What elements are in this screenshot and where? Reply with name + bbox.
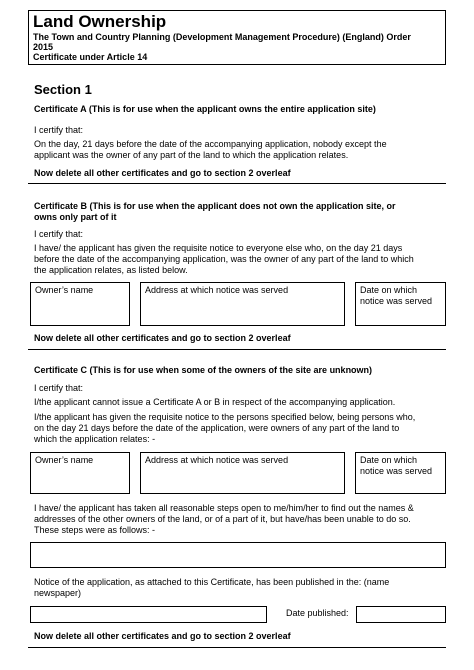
cert-c-notice-line2: newspaper)	[34, 588, 82, 598]
cert-b-body-line2: before the date of the accompanying application, was the owner of any part of the land to which	[34, 254, 414, 264]
cert-c-newspaper-field[interactable]	[30, 606, 267, 623]
page-title: Land Ownership	[33, 12, 167, 31]
cert-b-heading-line1: Certificate B (This is for use when the applicant does not own the application site, or	[34, 201, 396, 211]
field-label: Address at which notice was served	[145, 455, 289, 465]
certificate-article: Certificate under Article 14	[33, 52, 148, 62]
cert-b-body-line3: the application relates, as listed below.	[34, 265, 188, 275]
divider	[28, 647, 446, 648]
cert-c-heading: Certificate C (This is for use when some of the owners of the site are unknown)	[34, 365, 373, 375]
field-label-line1: Date on which	[360, 285, 418, 295]
cert-b-delete-note: Now delete all other certificates and go to section 2 overleaf	[34, 333, 291, 343]
cert-c-body-line1: I/the applicant has given the requisite notice to the persons specified below, being persons who,	[34, 412, 416, 422]
order-title-line1: The Town and Country Planning (Development Management Procedure) (England) Order	[33, 32, 411, 42]
divider	[28, 183, 446, 184]
cert-a-body-line1: On the day, 21 days before the date of the accompanying application, nobody except the	[34, 139, 387, 149]
cert-c-steps-line2: addresses of the other owners of the land, or of a part of it, but have/has been unable to do so.	[34, 514, 411, 524]
cert-c-owner-name-field[interactable]	[30, 452, 130, 494]
cert-b-date-served-field[interactable]	[355, 282, 446, 326]
cert-c-date-served-field[interactable]	[355, 452, 446, 494]
cert-b-body-line1: I have/ the applicant has given the requisite notice to everyone else who, on the day 21 days	[34, 243, 403, 253]
cert-c-steps-line3: These steps were as follows: -	[34, 525, 156, 535]
cert-c-steps-line1: I have/ the applicant has taken all reasonable steps open to me/him/her to find out the names &	[34, 503, 414, 513]
cert-c-body-line2: on the day 21 days before the date of the application, were owners of any part of the land to	[34, 423, 400, 433]
cert-c-delete-note: Now delete all other certificates and go to section 2 overleaf	[34, 631, 291, 641]
date-published-label: Date published:	[286, 608, 349, 618]
cert-b-address-field[interactable]	[140, 282, 345, 326]
cert-a-body-line2: applicant was the owner of any part of the land to which the application relates.	[34, 150, 349, 160]
cert-c-notice-line1: Notice of the application, as attached to this Certificate, has been published in the: (name	[34, 577, 390, 587]
cert-a-heading: Certificate A (This is for use when the applicant owns the entire application site)	[34, 104, 376, 114]
cert-b-heading-line2: owns only part of it	[34, 212, 117, 222]
field-label: Owner’s name	[35, 455, 94, 465]
cert-b-certify: I certify that:	[34, 229, 84, 239]
field-label-line1: Date on which	[360, 455, 418, 465]
date-published-field[interactable]	[356, 606, 446, 623]
cert-c-body-line3: which the application relates: -	[34, 434, 156, 444]
cert-b-owner-name-field[interactable]	[30, 282, 130, 326]
section-title: Section 1	[34, 82, 92, 97]
cert-c-cannot-issue: I/the applicant cannot issue a Certificate A or B in respect of the accompanying application.	[34, 397, 396, 407]
cert-a-certify: I certify that:	[34, 125, 84, 135]
field-label-line2: notice was served	[360, 466, 433, 476]
order-title-line2: 2015	[33, 42, 54, 52]
cert-a-delete-note: Now delete all other certificates and go to section 2 overleaf	[34, 168, 291, 178]
divider	[28, 349, 446, 350]
cert-c-certify: I certify that:	[34, 383, 84, 393]
field-label: Address at which notice was served	[145, 285, 289, 295]
field-label-line2: notice was served	[360, 296, 433, 306]
cert-c-steps-field[interactable]	[30, 542, 446, 568]
header-box	[28, 10, 446, 65]
field-label: Owner’s name	[35, 285, 94, 295]
cert-c-address-field[interactable]	[140, 452, 345, 494]
